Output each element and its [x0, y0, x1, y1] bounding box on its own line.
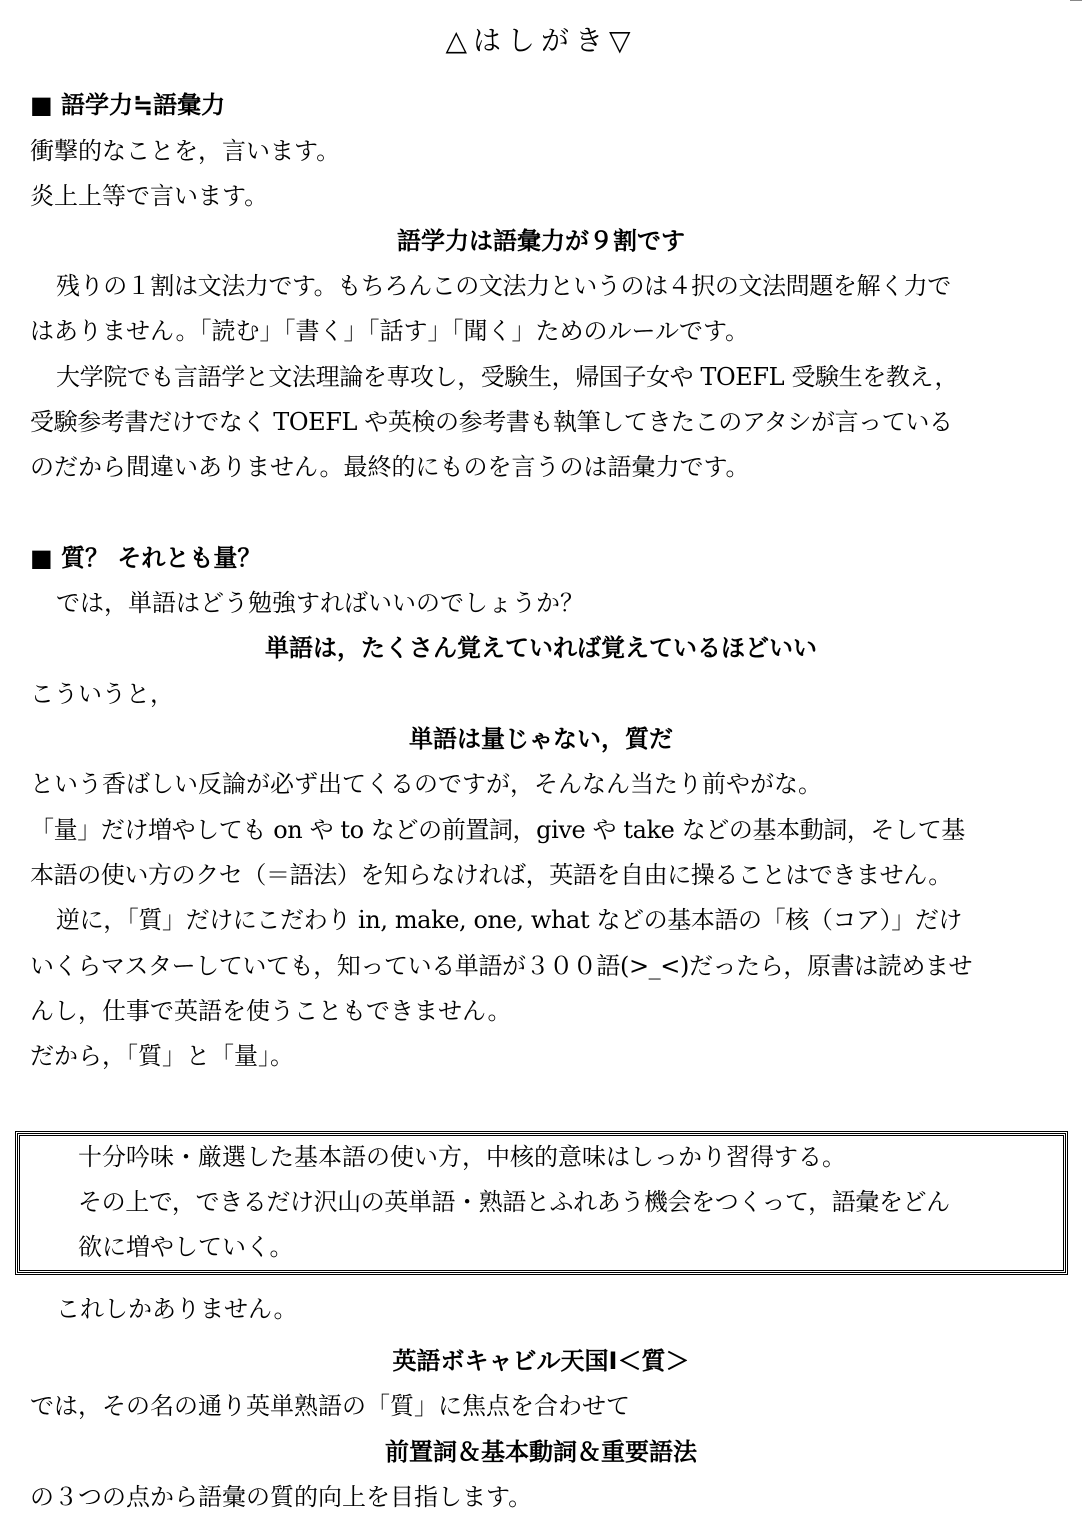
paragraph: だから，「質」と「量」。	[30, 1042, 294, 1070]
paragraph: 衝撃的なことを，言います。	[30, 137, 341, 165]
paragraph: の３つの点から語彙の質的向上を目指します。	[30, 1483, 533, 1511]
box-line: その上で，できるだけ沢山の英単語・熟語とふれあう機会をつくって，語彙をどん	[78, 1188, 950, 1216]
paragraph: 受験参考書だけでなく TOEFL や英検の参考書も執筆してきたこのアタシが言っている	[30, 408, 953, 436]
paragraph: 炎上上等で言います。	[30, 182, 269, 210]
paragraph: 残りの１割は文法力です。もちろんこの文法力というのは４択の文法問題を解く力で	[56, 272, 951, 300]
paragraph: のだから間違いありません。最終的にものを言うのは語彙力です。	[30, 453, 750, 481]
section-heading-2: ■ 質？ それとも量？	[30, 544, 262, 572]
paragraph: こういうと，	[30, 680, 174, 708]
page-title: △はしがき▽	[445, 24, 637, 57]
paragraph: んし，仕事で英語を使うこともできません。	[30, 997, 512, 1025]
paragraph: はありません。「読む」「書く」「話す」「聞く」ためのルールです。	[30, 317, 750, 345]
section-heading-1: ■ 語学力≒語彙力	[30, 91, 226, 119]
box-line: 十分吟味・厳選した基本語の使い方，中核的意味はしっかり習得する。	[78, 1143, 846, 1171]
claim-statement: 語学力は語彙力が９割です	[397, 227, 685, 255]
paragraph: という香ばしい反論が必ず出てくるのですが，そんなん当たり前やがな。	[30, 770, 822, 798]
claim-statement: 単語は，たくさん覚えていれば覚えているほどいい	[265, 634, 817, 662]
paragraph: 本語の使い方のクセ（＝語法）を知らなければ，英語を自由に操ることはできません。	[30, 861, 952, 889]
claim-statement: 単語は量じゃない，質だ	[409, 725, 673, 753]
paragraph: では，単語はどう勉強すればいいのでしょうか？	[56, 589, 584, 617]
paragraph: 逆に，「質」だけにこだわり in, make, one, what などの基本語の「核（コア）」だけ	[56, 906, 963, 934]
page-corner-mark	[1070, 0, 1082, 1]
paragraph: 「量」だけ増やしても on や to などの前置詞，give や take などの基本動詞，そして基	[30, 816, 965, 844]
summary-box	[15, 1131, 1068, 1275]
book-title: 英語ボキャビル天国Ⅰ＜質＞	[392, 1347, 690, 1375]
paragraph: 大学院でも言語学と文法理論を専攻し，受験生，帰国子女や TOEFL 受験生を教え，	[56, 363, 959, 391]
paragraph: では，その名の通り英単熟語の「質」に焦点を合わせて	[30, 1392, 630, 1420]
focus-statement: 前置詞＆基本動詞＆重要語法	[385, 1438, 697, 1466]
paragraph: これしかありません。	[56, 1295, 298, 1323]
paragraph: いくらマスターしていても，知っている単語が３００語(>_<)だったら，原書は読めませ	[30, 952, 973, 980]
box-line: 欲に増やしていく。	[78, 1233, 294, 1261]
